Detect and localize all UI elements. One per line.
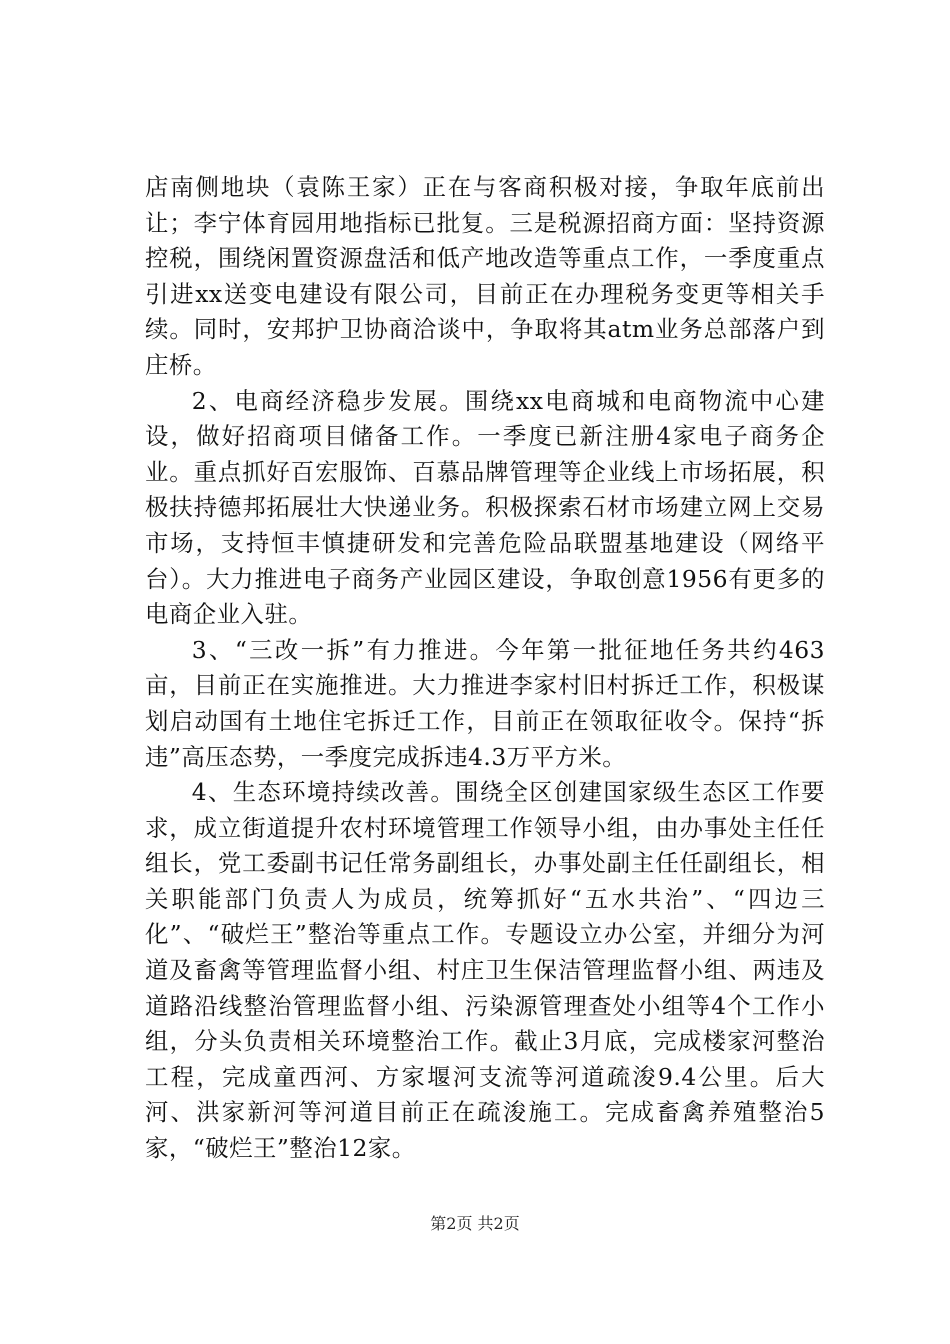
- paragraph-ecology: 4、生态环境持续改善。围绕全区创建国家级生态区工作要求，成立街道提升农村环境管理工作领导小组，由办事处主任任组长，党工委副书记任常务副组长，办事处副主任任副组长，相关职能部门负责人为成员，统筹抓好“五水共治”、“四边三化”、“破烂王”整治等重点工作。专题设立办公室，并细分为河道及畜禽等管理监督小组、村庄卫生保洁管理监督小组、两违及道路沿线整治管理监督小组、污染源管理查处小组等4个工作小组，分头负责相关环境整治工作。截止3月底，完成楼家河整治工程，完成童西河、方家堰河支流等河道疏浚9.4公里。后大河、洪家新河等河道目前正在疏浚施工。完成畜禽养殖整治5家，“破烂王”整治12家。: [145, 778, 825, 1163]
- paragraph-ecommerce: 2、电商经济稳步发展。围绕xx电商城和电商物流中心建设，做好招商项目储备工作。一季度已新注册4家电子商务企业。重点抓好百宏服饰、百慕品牌管理等企业线上市场拓展，积极扶持德邦拓展壮大快递业务。积极探索石材市场建立网上交易市场，支持恒丰慎捷研发和完善危险品联盟基地建设（网络平台）。大力推进电子商务产业园区建设，争取创意1956有更多的电商企业入驻。: [145, 386, 825, 629]
- document-body: [145, 170, 825, 1167]
- page-footer: 第2页 共2页: [430, 1214, 520, 1233]
- paragraph-demolition: 3、“三改一拆”有力推进。今年第一批征地任务共约463亩，目前正在实施推进。大力推进李家村旧村拆迁工作，积极谋划启动国有土地住宅拆迁工作，目前正在领取征收令。保持“拆违”高压态势，一季度完成拆违4.3万平方米。: [145, 635, 825, 771]
- paragraph-continuation: 店南侧地块（袁陈王家）正在与客商积极对接，争取年底前出让；李宁体育园用地指标已批复。三是税源招商方面：坚持资源控税，围绕闲置资源盘活和低产地改造等重点工作，一季度重点引进xx送变电建设有限公司，目前正在办理税务变更等相关手续。同时，安邦护卫协商洽谈中，争取将其atm业务总部落户到庄桥。: [145, 173, 825, 379]
